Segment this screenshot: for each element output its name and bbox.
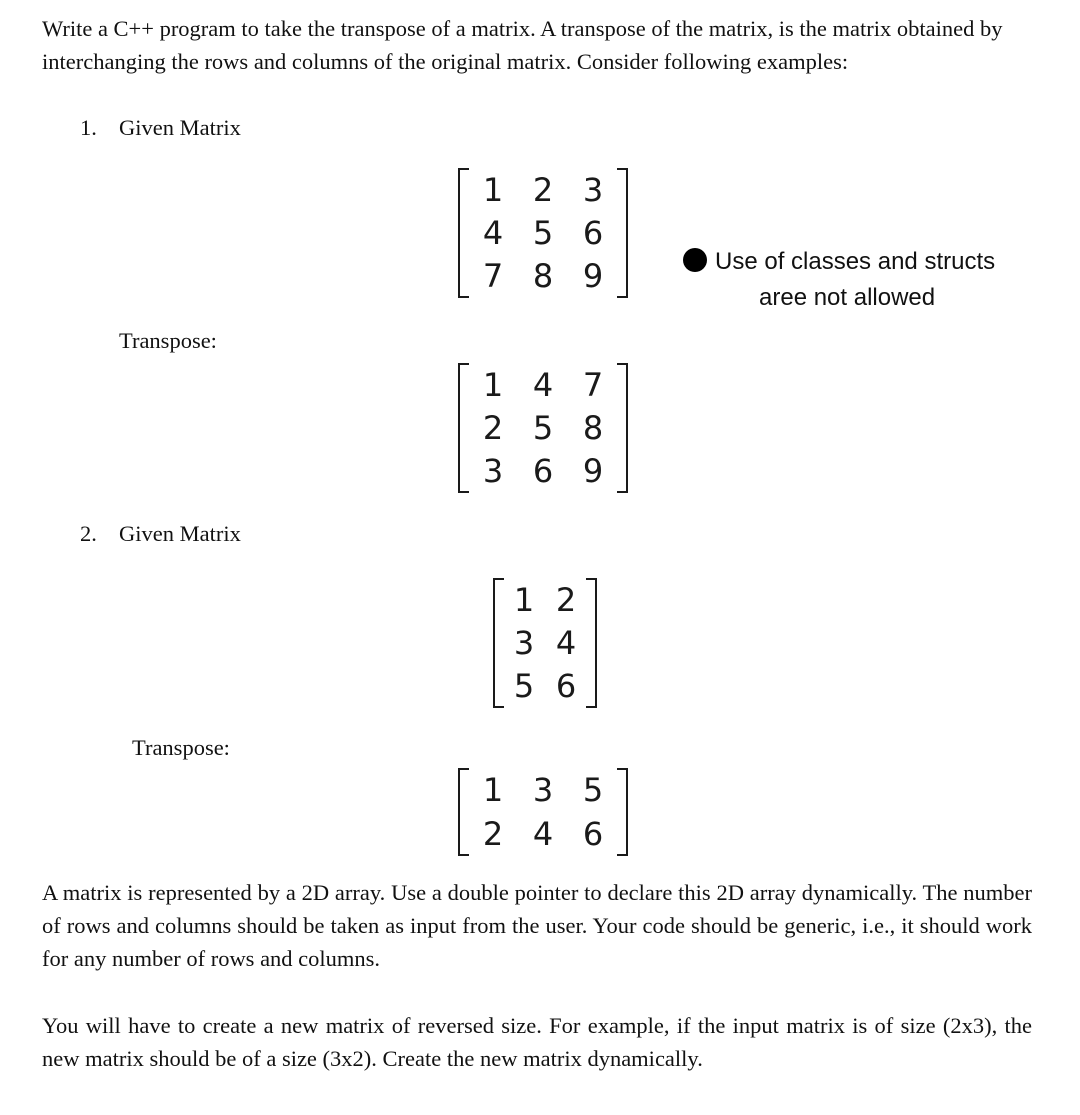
intro-paragraph: Write a C++ program to take the transpose of a matrix. A transpose of the matrix, is the matrix obtained by interchanging the rows and columns of the original matrix. Consider following examples: <box>42 16 1003 74</box>
example-2-given-label: Given Matrix <box>119 521 241 546</box>
matrix-cell: 6 <box>532 452 554 491</box>
matrix-cell: 8 <box>532 257 554 296</box>
reversed-size-paragraph: You will have to create a new matrix of reversed size. For example, if the input matrix is of size (2x3), the new matrix should be of a size (3x2). Create the new matrix dynamically. <box>42 1013 1032 1071</box>
matrix-cell: 5 <box>582 771 604 809</box>
matrix-cell: 3 <box>582 170 604 209</box>
matrix-cell: 9 <box>582 257 604 296</box>
matrix-cell: 7 <box>582 365 604 404</box>
matrix-cell: 5 <box>532 408 554 447</box>
matrix-cell: 4 <box>532 815 554 853</box>
matrix-cell: 6 <box>582 213 604 252</box>
matrix-cell: 6 <box>555 667 577 706</box>
example-1-given-label: Given Matrix <box>119 115 241 140</box>
matrix-cell: 2 <box>482 815 504 853</box>
matrix-cell: 7 <box>482 257 504 296</box>
matrix-cell: 1 <box>513 580 535 619</box>
example-2-transpose-matrix <box>458 768 628 856</box>
example-2-given-matrix <box>493 578 597 708</box>
matrix-cell: 4 <box>482 213 504 252</box>
note-line-2: aree not allowed <box>759 284 936 311</box>
matrix-cell: 3 <box>532 771 554 809</box>
note-callout <box>683 244 1053 316</box>
matrix-cell: 8 <box>582 408 604 447</box>
matrix-cell: 9 <box>582 452 604 491</box>
matrix-cell: 4 <box>532 365 554 404</box>
example-1-given-matrix <box>458 168 628 298</box>
matrix-cell: 5 <box>532 213 554 252</box>
bullet-icon <box>683 248 707 272</box>
matrix-cell: 6 <box>582 815 604 853</box>
array-description-paragraph: A matrix is represented by a 2D array. Use a double pointer to declare this 2D array dynamically. The number of rows and columns should be taken as input from the user. Your code should be generic, i.e., it should work for any number of rows and columns. <box>42 880 1032 971</box>
matrix-cell: 5 <box>513 667 535 706</box>
matrix-cell: 3 <box>513 623 535 662</box>
matrix-cell: 2 <box>532 170 554 209</box>
matrix-cell: 1 <box>482 170 504 209</box>
note-line-1: Use of classes and structs <box>715 248 996 275</box>
example-1-number: 1. <box>80 115 97 140</box>
example-1-transpose-label: Transpose: <box>119 328 217 353</box>
example-2-number: 2. <box>80 521 97 546</box>
matrix-cell: 4 <box>555 623 577 662</box>
matrix-cell: 2 <box>555 580 577 619</box>
matrix-cell: 3 <box>482 452 504 491</box>
matrix-cell: 1 <box>482 771 504 809</box>
matrix-cell: 2 <box>482 408 504 447</box>
example-1-transpose-matrix <box>458 363 628 493</box>
example-2-transpose-label: Transpose: <box>132 735 230 760</box>
matrix-cell: 1 <box>482 365 504 404</box>
